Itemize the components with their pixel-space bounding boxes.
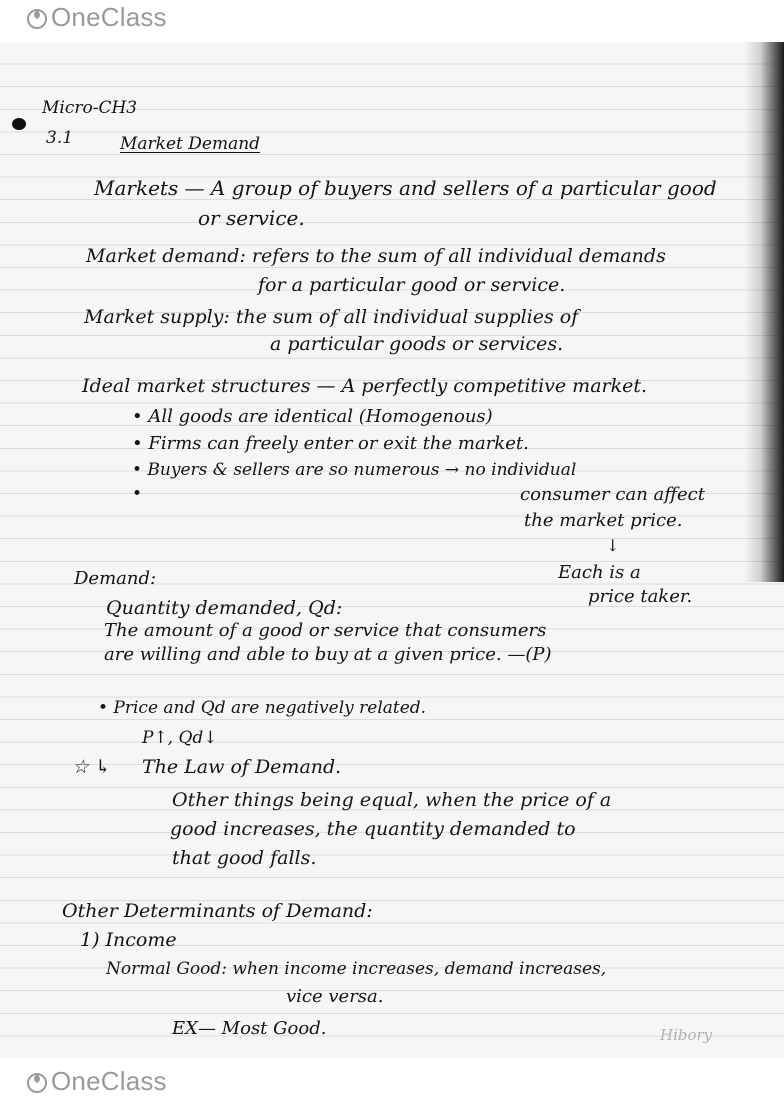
- signature: Hibory: [660, 1026, 713, 1044]
- consumer-line-1: consumer can affect: [520, 484, 705, 505]
- star-arrow-icon: ☆ ↳: [72, 756, 111, 778]
- down-arrow: ↓: [606, 536, 620, 555]
- bullet-empty: •: [132, 484, 143, 504]
- brand-name: OneClass: [51, 1066, 167, 1096]
- example-line: EX— Most Good.: [172, 1018, 327, 1039]
- income-heading: 1) Income: [80, 929, 177, 951]
- markets-line-2: or service.: [198, 206, 305, 230]
- quantity-demanded: Quantity demanded, Qd:: [106, 597, 343, 619]
- page-edge-shadow: [744, 42, 784, 582]
- brand-name: OneClass: [51, 2, 167, 32]
- other-determinants: Other Determinants of Demand:: [62, 900, 373, 922]
- qd-definition-2: are willing and able to buy at a given price. —(P): [104, 644, 552, 665]
- law-line-3: that good falls.: [172, 847, 317, 869]
- normal-good-line-2: vice versa.: [286, 986, 384, 1007]
- oneclass-leaf-icon: [26, 1071, 48, 1093]
- oneclass-leaf-icon: [26, 7, 48, 29]
- normal-good-line-1: Normal Good: when income increases, demand increases,: [106, 959, 607, 979]
- market-demand-line-2: for a particular good or service.: [258, 274, 566, 296]
- demand-heading: Demand:: [74, 568, 157, 589]
- qd-definition-1: The amount of a good or service that consumers: [104, 620, 547, 641]
- notebook-page: [0, 42, 784, 1058]
- market-supply-line-1: Market supply: the sum of all individual supplies of: [84, 306, 579, 328]
- bullet-free-entry: • Firms can freely enter or exit the market.: [132, 433, 529, 454]
- oneclass-logo-top: [26, 2, 167, 33]
- ideal-structures: Ideal market structures — A perfectly competitive market.: [82, 375, 648, 397]
- price-qd-arrows: P↑, Qd↓: [142, 728, 218, 748]
- price-taker-line-2: price taker.: [588, 586, 693, 607]
- negative-relation: • Price and Qd are negatively related.: [98, 698, 427, 718]
- markets-line-1: Markets — A group of buyers and sellers of a particular good: [94, 176, 717, 200]
- section-number: 3.1: [46, 128, 74, 148]
- law-line-1: Other things being equal, when the price of a: [172, 789, 612, 811]
- market-supply-line-2: a particular goods or services.: [270, 333, 564, 355]
- oneclass-logo-bottom: [26, 1066, 167, 1097]
- law-of-demand: The Law of Demand.: [142, 756, 342, 778]
- price-taker-line-1: Each is a: [558, 562, 641, 583]
- consumer-line-2: the market price.: [524, 510, 683, 531]
- bullet-numerous: • Buyers & sellers are so numerous → no individual: [132, 460, 577, 480]
- market-demand-line-1: Market demand: refers to the sum of all individual demands: [86, 245, 666, 267]
- law-line-2: good increases, the quantity demanded to: [170, 818, 576, 840]
- section-title: Market Demand: [120, 134, 261, 154]
- binder-hole-icon: [12, 118, 26, 130]
- bullet-identical: • All goods are identical (Homogenous): [132, 406, 493, 427]
- chapter-header: Micro-CH3: [42, 98, 138, 118]
